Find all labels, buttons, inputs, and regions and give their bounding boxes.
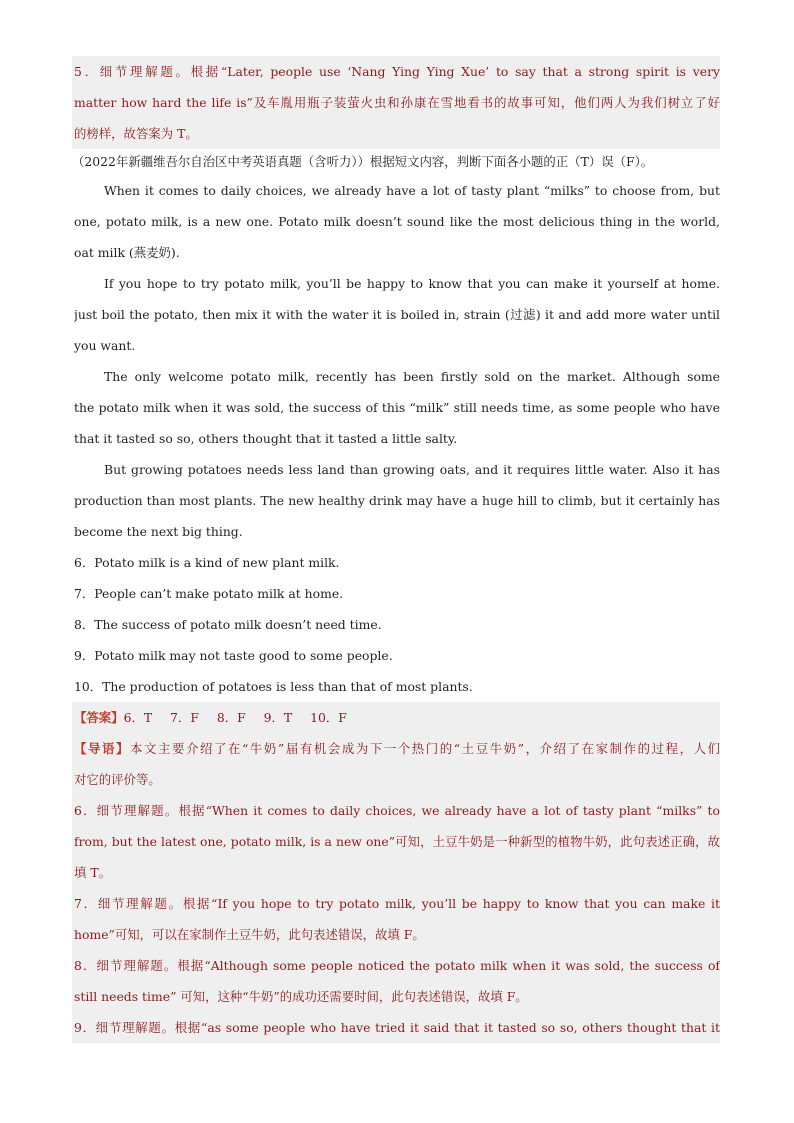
explanation-line: 7．细节理解题。根据“If you hope to try potato milk, you’ll be happy to know that you can make it (74, 888, 720, 919)
reading-passage (74, 175, 720, 547)
passage-line: one, potato milk, is a new one. Potato milk doesn’t sound like the most delicious thing in the world, (74, 214, 720, 229)
guide-label: 【导语】 (74, 741, 130, 756)
question-item: 7．People can’t make potato milk at home. (74, 586, 344, 601)
passage-line: The only welcome potato milk, recently has been firstly sold on the market. Although some (104, 369, 720, 384)
passage-line: But growing potatoes needs less land than growing oats, and it requires little water. Also it has (104, 462, 720, 477)
guide-line (74, 733, 720, 764)
explanation-line: matter how hard the life is”及车胤用瓶子装萤火虫和孙康在雪地看书的故事可知，他们两人为我们树立了好 (74, 87, 720, 118)
explanation-line: home”可知，可以在家制作土豆牛奶，此句表述错误，故填 F。 (74, 919, 720, 950)
question-item: 8．The success of potato milk doesn’t need time. (74, 617, 382, 632)
question-item: 9．Potato milk may not taste good to some people. (74, 648, 393, 663)
answer-line (74, 702, 720, 733)
passage-line: just boil the potato, then mix it with the water it is boiled in, strain (过滤) it and add more water until (74, 307, 720, 322)
explanation-line: 6．细节理解题。根据“When it comes to daily choices, we already have a lot of tasty plant “milks” to (74, 795, 720, 826)
section-header: （2022年新疆维吾尔自治区中考英语真题（含听力））根据短文内容，判断下面各小题的正（T）误（F）。 (72, 154, 654, 169)
guide-text: 本文主要介绍了在“牛奶”届有机会成为下一个热门的“土豆牛奶”，介绍了在家制作的过程，人们 (130, 741, 720, 756)
explanation-line: 填 T。 (74, 857, 720, 888)
explanation-5 (72, 56, 720, 149)
passage-line: become the next big thing. (74, 524, 243, 539)
guide-block (72, 733, 720, 795)
passage-line: that it tasted so so, others thought that it tasted a little salty. (74, 431, 458, 446)
explanation-item (72, 950, 720, 1012)
explanation-line: still needs time” 可知，这种“牛奶”的成功还需要时间，此句表述错误，故填 F。 (74, 981, 720, 1012)
explanation-item (72, 1012, 720, 1043)
explanation-item (72, 795, 720, 888)
answer-block (72, 702, 720, 733)
explanation-line: 9．细节理解题。根据“as some people who have tried it said that it tasted so so, others thought that it (74, 1012, 720, 1043)
explanation-line: 的榜样，故答案为 T。 (74, 118, 720, 149)
passage-line: you want. (74, 338, 136, 353)
passage-line: production than most plants. The new healthy drink may have a huge hill to climb, but it certainly has (74, 493, 720, 508)
question-item: 6．Potato milk is a kind of new plant milk. (74, 555, 340, 570)
explanation-line: 5．细节理解题。根据“Later, people use ‘Nang Ying Ying Xue’ to say that a strong spirit is very (74, 56, 720, 87)
passage-line: the potato milk when it was sold, the success of this “milk” still needs time, as some people who have (74, 400, 720, 415)
explanation-list (74, 795, 720, 1043)
answer-values: 6．T 7．F 8．F 9．T 10．F (123, 710, 347, 725)
explanation-line: 8．细节理解题。根据“Although some people noticed the potato milk when it was sold, the success of (74, 950, 720, 981)
passage-line: If you hope to try potato milk, you’ll be happy to know that you can make it yourself at home. (104, 276, 720, 291)
explanation-line: from, but the latest one, potato milk, is a new one”可知，土豆牛奶是一种新型的植物牛奶，此句表述正确，故 (74, 826, 720, 857)
document-page (74, 56, 720, 1043)
passage-line: oat milk (燕麦奶). (74, 245, 180, 260)
passage-line: When it comes to daily choices, we already have a lot of tasty plant “milks” to choose from, but (104, 183, 720, 198)
question-list (74, 547, 720, 702)
explanation-item (72, 888, 720, 950)
answer-label: 【答案】 (74, 710, 124, 725)
question-item: 10．The production of potatoes is less than that of most plants. (74, 679, 473, 694)
guide-line: 对它的评价等。 (74, 764, 720, 795)
